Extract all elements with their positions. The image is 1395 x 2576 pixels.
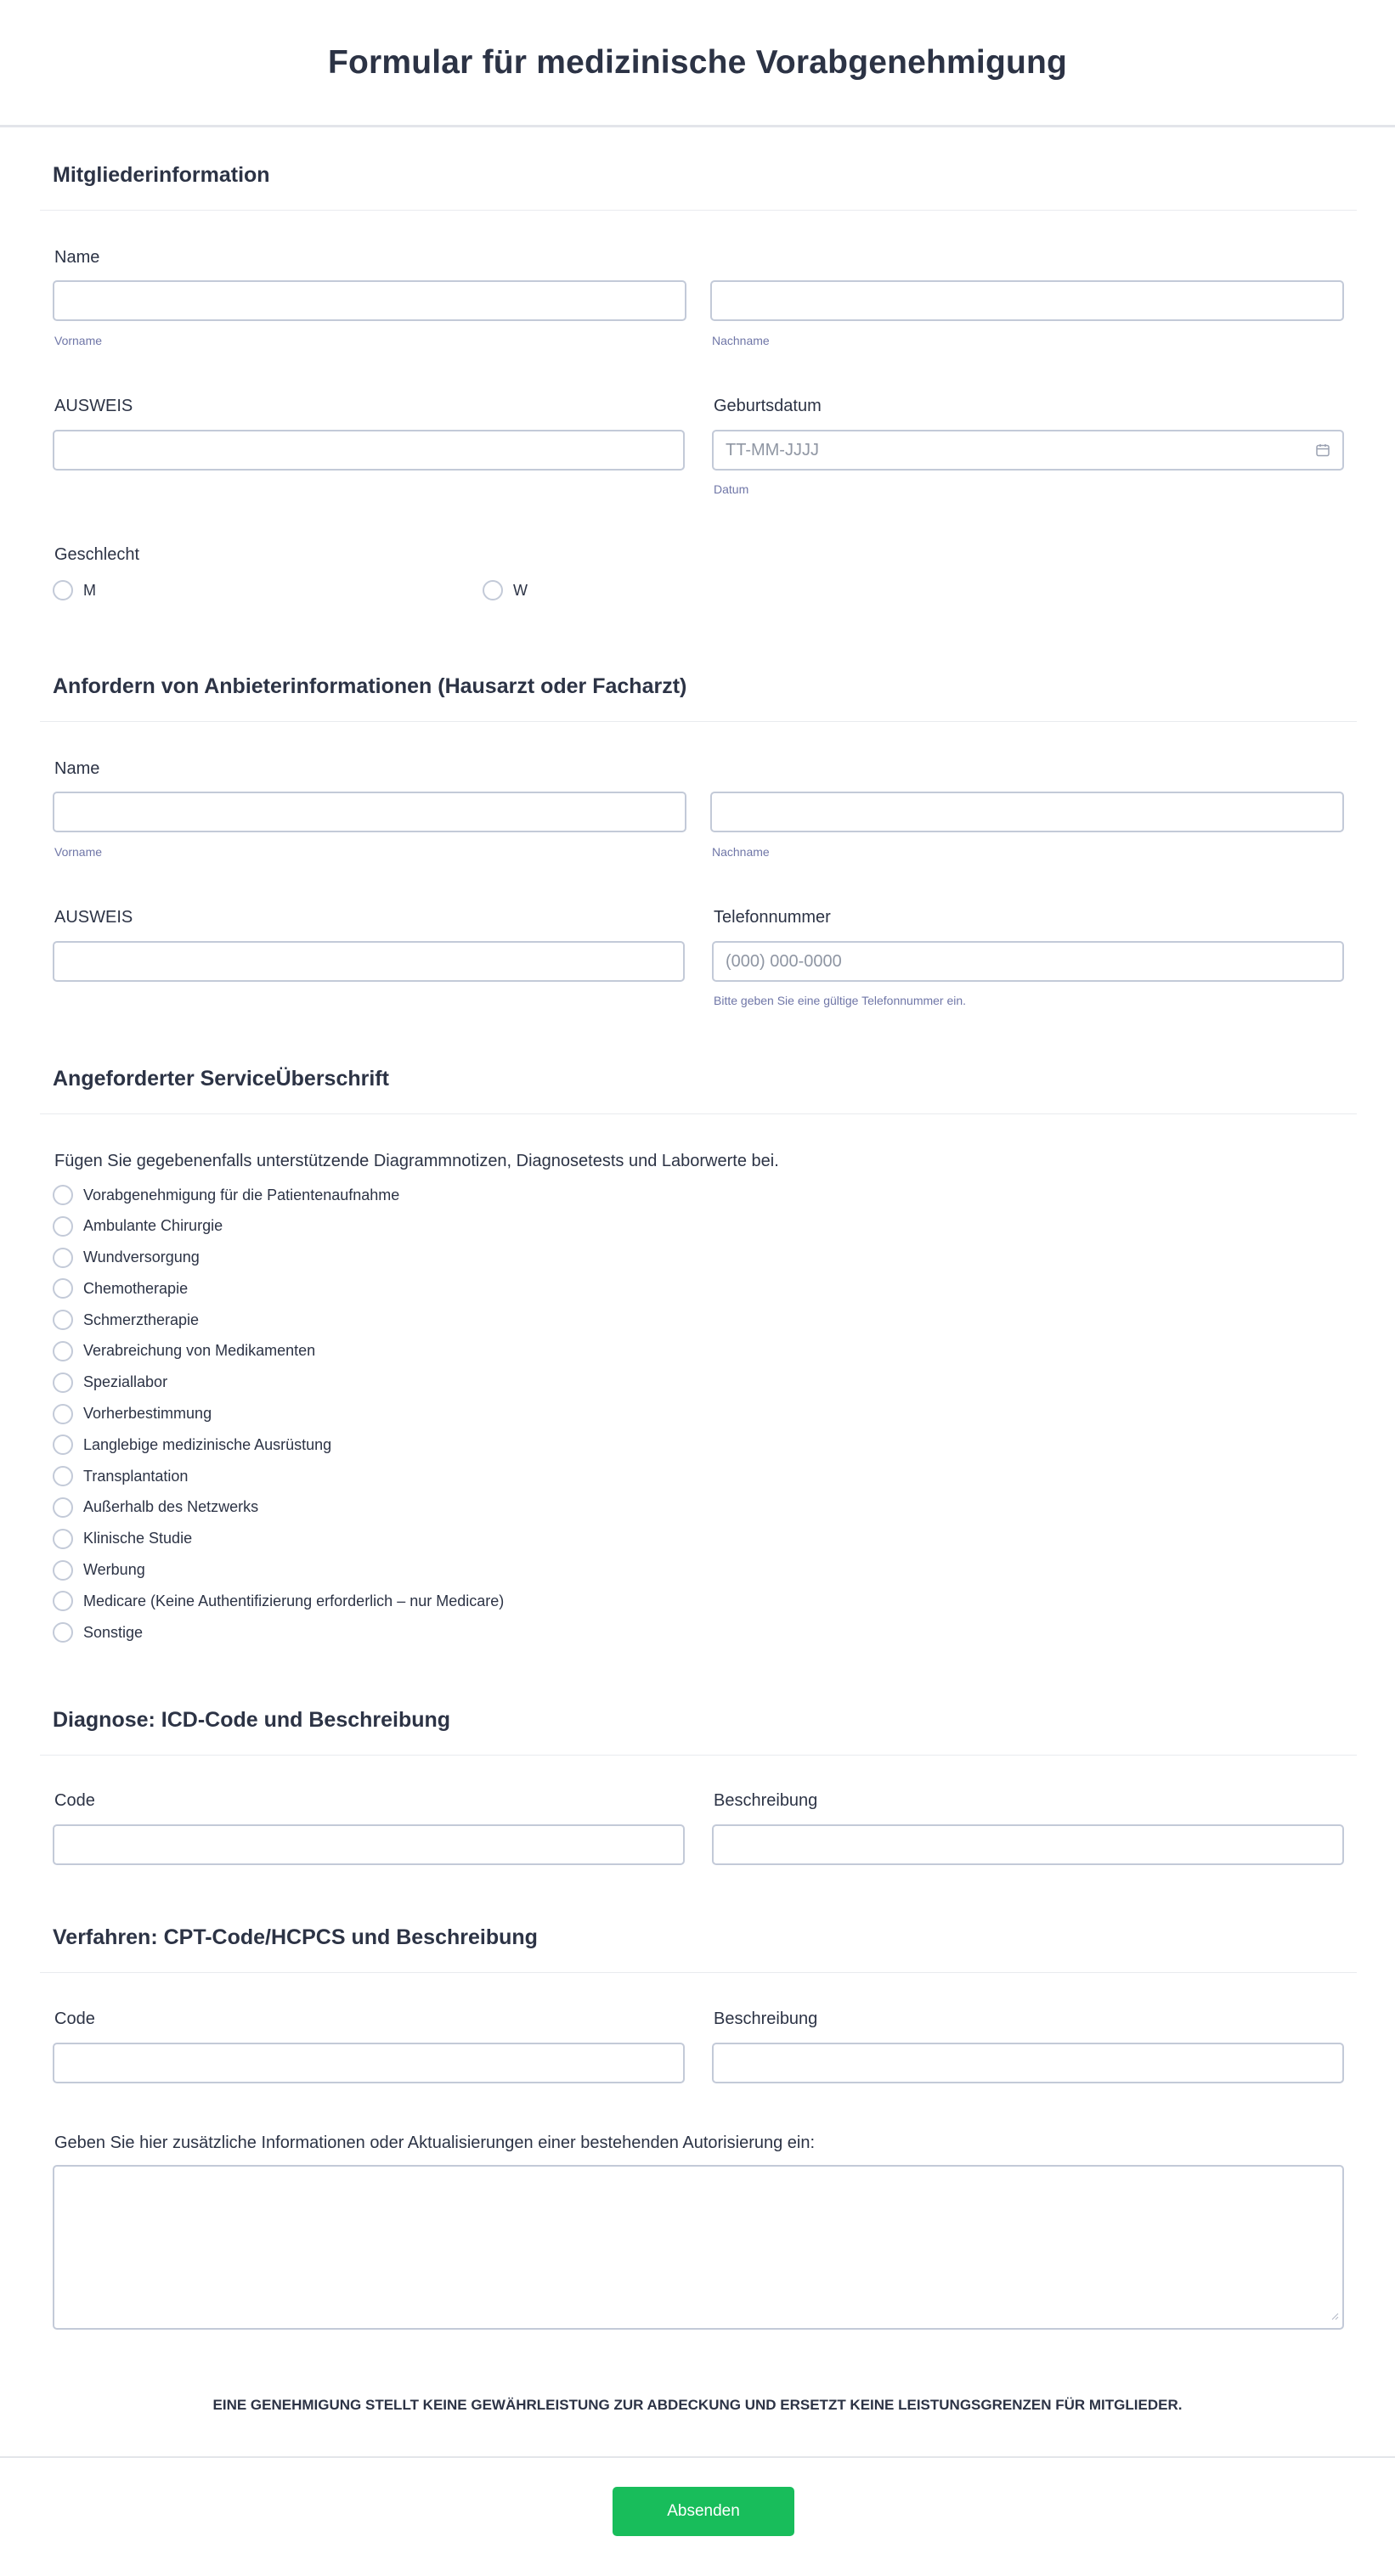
member-first-name-input[interactable] <box>53 280 686 321</box>
service-option-label: Vorherbestimmung <box>83 1405 212 1423</box>
service-option-label: Klinische Studie <box>83 1530 193 1547</box>
gender-option-label: M <box>83 581 96 599</box>
radio-circle[interactable] <box>53 580 73 600</box>
radio-circle[interactable] <box>53 1466 73 1486</box>
service-option-label: Chemotherapie <box>83 1279 189 1297</box>
radio-circle[interactable] <box>53 1185 73 1205</box>
diagnosis-code-label: Code <box>54 1791 95 1810</box>
procedure-code-input[interactable] <box>53 2043 685 2083</box>
procedure-code-label: Code <box>54 2010 95 2028</box>
diagnosis-section-divider <box>40 1755 1357 1756</box>
member-first-name-sublabel: Vorname <box>54 334 103 347</box>
service-option[interactable] <box>53 1621 504 1643</box>
provider-section-title: Anfordern von Anbieterinformationen (Hausarzt oder Facharzt) <box>53 674 687 698</box>
diagnosis-section-title: Diagnose: ICD-Code und Beschreibung <box>53 1708 451 1732</box>
service-options-list <box>53 1184 504 1643</box>
dob-placeholder: TT-MM-JJJJ <box>726 440 819 459</box>
service-option-label: Langlebige medizinische Ausrüstung <box>83 1435 332 1453</box>
footer-divider <box>0 2456 1395 2458</box>
member-last-name-sublabel: Nachname <box>712 334 770 347</box>
member-id-label: AUSWEIS <box>54 397 133 415</box>
provider-id-label: AUSWEIS <box>54 908 133 927</box>
service-option[interactable] <box>53 1559 504 1581</box>
radio-circle[interactable] <box>53 1622 73 1643</box>
member-section-divider <box>40 210 1357 211</box>
form-title: Formular für medizinische Vorabgenehmigung <box>327 43 1068 81</box>
radio-circle[interactable] <box>53 1278 73 1299</box>
service-option[interactable] <box>53 1184 504 1206</box>
service-option-label: Werbung <box>83 1561 145 1579</box>
procedure-section-divider <box>40 1972 1357 1973</box>
provider-section-divider <box>40 721 1357 722</box>
service-option-label: Sonstige <box>83 1623 144 1641</box>
dob-label: Geburtsdatum <box>714 397 822 415</box>
radio-circle[interactable] <box>53 1560 73 1581</box>
service-option[interactable] <box>53 1434 504 1456</box>
calendar-icon[interactable] <box>1315 442 1330 463</box>
service-option-label: Ambulante Chirurgie <box>83 1217 223 1235</box>
radio-circle[interactable] <box>53 1497 73 1518</box>
form-header <box>0 0 1395 127</box>
service-option-label: Wundversorgung <box>83 1249 200 1266</box>
member-last-name-input[interactable] <box>710 280 1344 321</box>
gender-option-m[interactable] <box>53 579 96 601</box>
service-question-label: Fügen Sie gegebenenfalls unterstützende Diagrammnotizen, Diagnosetests und Laborwerte bei. <box>54 1152 779 1170</box>
provider-id-input[interactable] <box>53 941 685 982</box>
service-option[interactable] <box>53 1403 504 1425</box>
service-option[interactable] <box>53 1372 504 1394</box>
service-option[interactable] <box>53 1590 504 1612</box>
disclaimer-notice: EINE GENEHMIGUNG STELLT KEINE GEWÄHRLEISTUNG ZUR ABDECKUNG UND ERSETZT KEINE LEISTUNGSGRENZEN FÜR MITGLIEDER. <box>212 2397 1183 2413</box>
procedure-description-input[interactable] <box>712 2043 1344 2083</box>
service-option[interactable] <box>53 1309 504 1331</box>
dob-input[interactable] <box>712 430 1344 471</box>
service-option-label: Speziallabor <box>83 1373 168 1391</box>
member-id-input[interactable] <box>53 430 685 471</box>
phone-placeholder: (000) 000-0000 <box>726 951 842 971</box>
provider-first-name-sublabel: Vorname <box>54 845 103 859</box>
gender-option-w[interactable] <box>483 579 528 601</box>
provider-first-name-input[interactable] <box>53 792 686 832</box>
resize-handle-icon[interactable] <box>1330 2309 1339 2325</box>
radio-circle[interactable] <box>53 1373 73 1393</box>
service-option-label: Transplantation <box>83 1467 189 1485</box>
service-option[interactable] <box>53 1215 504 1237</box>
gender-label: Geschlecht <box>54 545 140 564</box>
service-option-label: Schmerztherapie <box>83 1311 200 1328</box>
provider-name-label: Name <box>54 759 100 778</box>
radio-circle[interactable] <box>53 1435 73 1455</box>
service-option[interactable] <box>53 1247 504 1269</box>
submit-button[interactable]: Absenden <box>613 2487 794 2536</box>
phone-label: Telefonnummer <box>714 908 831 927</box>
radio-circle[interactable] <box>53 1341 73 1361</box>
service-option-label: Medicare (Keine Authentifizierung erforderlich – nur Medicare) <box>83 1592 505 1609</box>
radio-circle[interactable] <box>53 1310 73 1330</box>
radio-circle[interactable] <box>483 580 503 600</box>
gender-option-label: W <box>513 581 528 599</box>
procedure-description-label: Beschreibung <box>714 2010 818 2028</box>
radio-circle[interactable] <box>53 1591 73 1611</box>
phone-input[interactable] <box>712 941 1344 982</box>
radio-circle[interactable] <box>53 1248 73 1268</box>
diagnosis-description-label: Beschreibung <box>714 1791 818 1810</box>
service-option[interactable] <box>53 1465 504 1487</box>
dob-sublabel: Datum <box>714 482 749 496</box>
additional-info-textarea[interactable] <box>53 2165 1344 2330</box>
member-name-label: Name <box>54 248 100 267</box>
radio-circle[interactable] <box>53 1216 73 1237</box>
service-section-divider <box>40 1113 1357 1114</box>
service-option-label: Außerhalb des Netzwerks <box>83 1498 259 1516</box>
radio-circle[interactable] <box>53 1529 73 1549</box>
phone-sublabel: Bitte geben Sie eine gültige Telefonnummer ein. <box>714 994 967 1007</box>
diagnosis-description-input[interactable] <box>712 1824 1344 1865</box>
radio-circle[interactable] <box>53 1404 73 1424</box>
diagnosis-code-input[interactable] <box>53 1824 685 1865</box>
service-option[interactable] <box>53 1528 504 1550</box>
additional-info-label: Geben Sie hier zusätzliche Informationen oder Aktualisierungen einer bestehenden Autorisierung ein: <box>54 2134 816 2152</box>
provider-last-name-input[interactable] <box>710 792 1344 832</box>
service-option[interactable] <box>53 1497 504 1519</box>
service-option-label: Vorabgenehmigung für die Patientenaufnahme <box>83 1186 400 1203</box>
service-option-label: Verabreichung von Medikamenten <box>83 1342 316 1360</box>
procedure-section-title: Verfahren: CPT-Code/HCPCS und Beschreibung <box>53 1925 538 1949</box>
provider-last-name-sublabel: Nachname <box>712 845 770 859</box>
service-section-title: Angeforderter ServiceÜberschrift <box>53 1067 389 1091</box>
member-section-title: Mitgliederinformation <box>53 163 270 187</box>
service-option[interactable] <box>53 1340 504 1362</box>
service-option[interactable] <box>53 1277 504 1299</box>
